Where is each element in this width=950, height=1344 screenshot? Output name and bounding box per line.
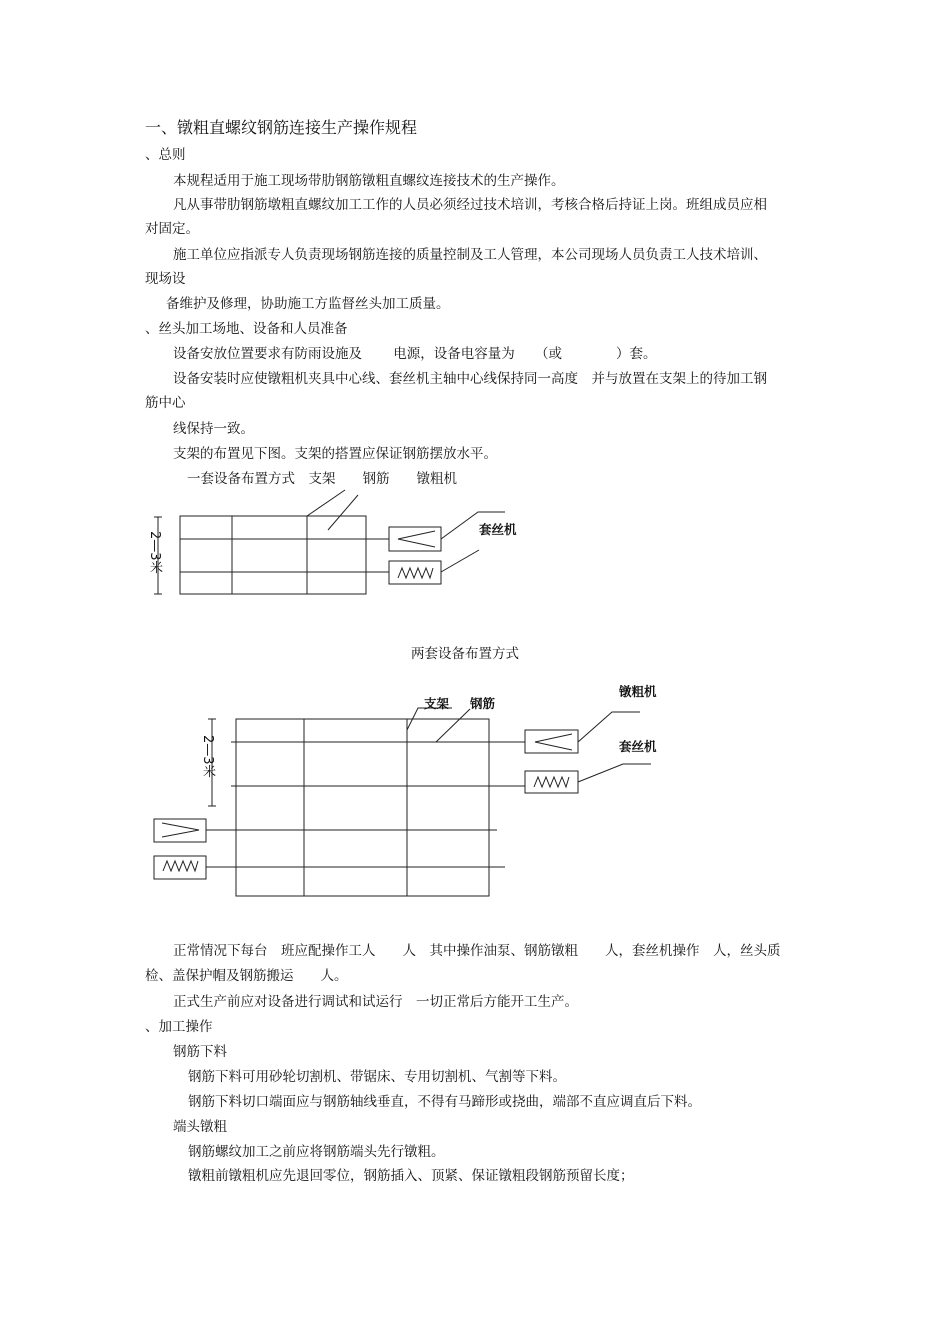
paragraph: 正常情况下每台 班应配操作工人 人 其中操作油泵、钢筋镦粗 人，套丝机操作 人，丝头质	[173, 943, 781, 959]
paragraph: 本规程适用于施工现场带肋钢筋镦粗直螺纹连接技术的生产操作。	[173, 173, 565, 189]
diagram2-rebar-label: 钢筋	[470, 696, 496, 711]
paragraph: 备维护及修理，协助施工方监督丝头加工质量。	[166, 296, 450, 312]
paragraph: 施工单位应指派专人负责现场钢筋连接的质量控制及工人管理，本公司现场人员负责工人技术培训、	[173, 247, 767, 263]
diagram2-threader-label: 套丝机	[619, 739, 657, 754]
section-heading-processing: 、加工操作	[145, 1019, 213, 1035]
diagram1-dimension-label: 2—3米	[147, 531, 162, 574]
paragraph: 支架的布置见下图。支架的搭置应保证钢筋摆放水平。	[173, 446, 497, 462]
paragraph: 钢筋下料可用砂轮切割机、带锯床、专用切割机、气割等下料。	[188, 1069, 566, 1085]
diagram2-dimension-label: 2—3米	[200, 735, 215, 778]
diagram2-support-frame	[236, 719, 489, 896]
subheading-cutting: 钢筋下料	[173, 1044, 227, 1060]
paragraph: 正式生产前应对设备进行调试和试运行 一切正常后方能开工生产。	[173, 994, 578, 1010]
paragraph: 钢筋下料切口端面应与钢筋轴线垂直，不得有马蹄形或挠曲，端部不直应调直后下料。	[188, 1094, 701, 1110]
section-heading-preparation: 、丝头加工场地、设备和人员准备	[145, 321, 348, 337]
subheading-upsetting: 端头镦粗	[173, 1119, 227, 1135]
paragraph: 凡从事带肋钢筋墩粗直螺纹加工工作的人员必须经过技术培训，考核合格后持证上岗。班组成员应相	[173, 197, 767, 213]
paragraph: 筋中心	[145, 395, 186, 411]
diagram2-caption: 两套设备布置方式	[411, 646, 519, 662]
page-title: 一、镦粗直螺纹钢筋连接生产操作规程	[145, 118, 418, 137]
paragraph: 检、盖保护帽及钢筋搬运 人。	[145, 968, 348, 984]
diagram1-threader	[389, 561, 441, 584]
paragraph: 镦粗前镦粗机应先退回零位，钢筋插入、顶紧、保证镦粗段钢筋预留长度；	[188, 1168, 634, 1184]
diagram1-caption: 一套设备布置方式 支架 钢筋 镦粗机	[187, 471, 457, 487]
diagram1-threader-label: 套丝机	[479, 522, 517, 537]
diagram2-upsetter-label: 镦粗机	[619, 684, 657, 699]
diagram1-upsetter	[389, 527, 441, 551]
paragraph: 现场设	[145, 271, 186, 287]
diagram2-support-label: 支架	[424, 696, 450, 711]
section-heading-general: 、总则	[145, 147, 186, 163]
paragraph: 钢筋螺纹加工之前应将钢筋端头先行镦粗。	[188, 1144, 445, 1160]
paragraph: 对固定。	[145, 221, 199, 237]
paragraph: 线保持一致。	[173, 421, 254, 437]
diagram1-support-frame	[180, 516, 366, 594]
diagram2	[154, 708, 651, 896]
paragraph: 设备安装时应使镦粗机夹具中心线、套丝机主轴中心线保持同一高度 并与放置在支架上的待加工钢	[173, 371, 767, 387]
diagram1	[154, 490, 505, 594]
paragraph: 设备安放位置要求有防雨设施及 电源，设备电容量为 （或 ）套。	[173, 346, 657, 362]
